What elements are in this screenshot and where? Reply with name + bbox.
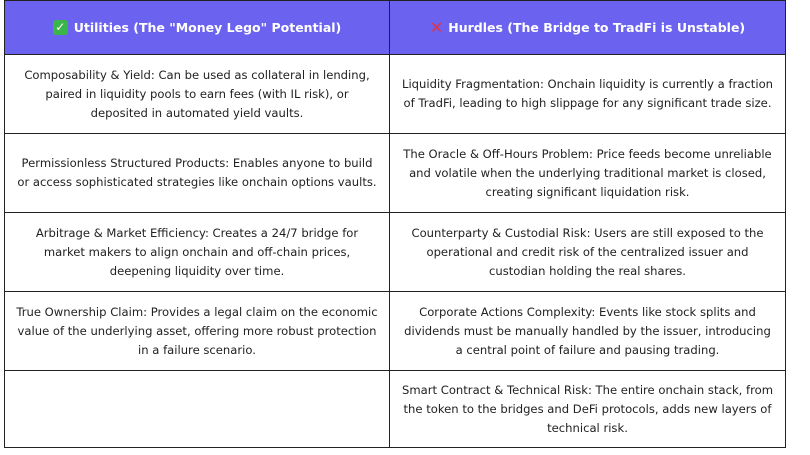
utility-cell (5, 292, 390, 371)
hurdle-text: Corporate Actions Complexity: Events like stock splits and dividends must be manually handled by the issuer, introducing a central point of failure and pausing trading. (404, 304, 771, 357)
utility-cell (5, 134, 390, 213)
header-hurdles (390, 1, 785, 55)
header-utilities (5, 1, 390, 55)
utility-text: Composability & Yield: Can be used as collateral in lending, paired in liquidity pools to earn fees (with IL risk), or deposited in automated yield vaults. (24, 67, 370, 120)
header-hurdles-label: Hurdles (The Bridge to TradFi is Unstable) (448, 20, 746, 35)
hurdle-text: Counterparty & Custodial Risk: Users are still exposed to the operational and credit risk of the centralized issuer and custodian holding the real shares. (411, 225, 764, 278)
hurdle-cell (390, 292, 785, 371)
utility-cell (5, 55, 390, 134)
hurdle-text: Smart Contract & Technical Risk: The entire onchain stack, from the token to the bridges and DeFi protocols, adds new layers of technical risk. (401, 382, 774, 435)
hurdle-cell (390, 55, 785, 134)
utility-cell (5, 213, 390, 292)
hurdle-text: The Oracle & Off-Hours Problem: Price feeds become unreliable and volatile when the underlying traditional market is closed, creating significant liquidation risk. (403, 146, 772, 199)
utility-text: Arbitrage & Market Efficiency: Creates a 24/7 bridge for market makers to align onchain and off-chain prices, deepening liquidity over time. (35, 225, 359, 278)
cross-mark-icon: ✕ (429, 18, 444, 37)
hurdle-cell (390, 213, 785, 292)
utility-text: Permissionless Structured Products: Enables anyone to build or access sophisticated strategies like onchain options vaults. (17, 156, 377, 189)
utility-cell-empty (5, 371, 390, 447)
hurdle-cell (390, 371, 785, 447)
comparison-table (4, 0, 786, 448)
hurdle-text: Liquidity Fragmentation: Onchain liquidity is currently a fraction of TradFi, leading to high slippage for any significant trade size. (401, 77, 774, 110)
utility-text: True Ownership Claim: Provides a legal claim on the economic value of the underlying asset, offering more robust protection in a failure scenario. (16, 304, 378, 357)
hurdle-cell (390, 134, 785, 213)
header-utilities-label: Utilities (The "Money Lego" Potential) (73, 20, 342, 35)
check-mark-icon: ✓ (53, 20, 68, 35)
